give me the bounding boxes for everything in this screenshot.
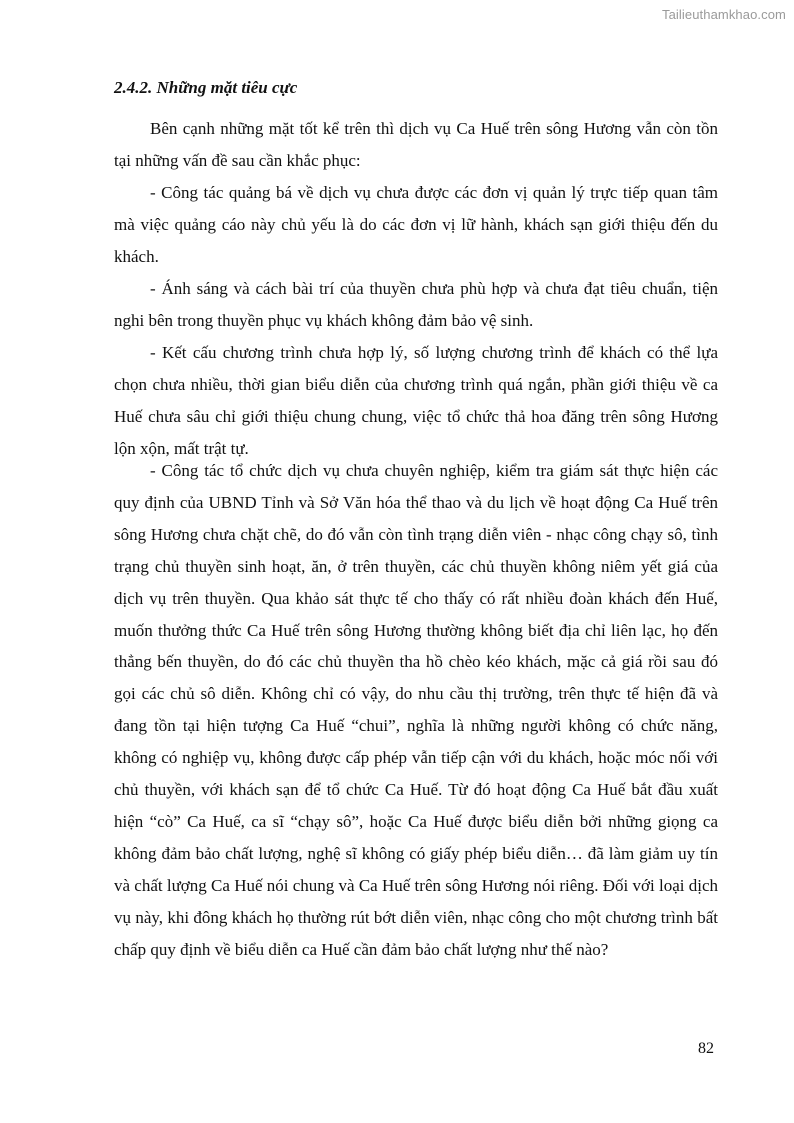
- watermark: Tailieuthamkhao.com: [661, 7, 786, 22]
- paragraph-program-structure: - Kết cấu chương trình chưa hợp lý, số lượng chương trình để khách có thể lựa chọn chưa nhiều, thời gian biểu diễn của chương trình quá ngắn, phần giới thiệu về ca Huế chưa sâu chỉ giới thiệu chung chung, việc tổ chức thả hoa đăng trên sông Hương lộn xộn, mất trật tự.: [114, 343, 718, 458]
- paragraph-lighting: - Ánh sáng và cách bài trí của thuyền chưa phù hợp và chưa đạt tiêu chuẩn, tiện nghi bên trong thuyền phục vụ khách không đảm bảo vệ sinh.: [114, 279, 718, 330]
- paragraph-organization: - Công tác tổ chức dịch vụ chưa chuyên nghiệp, kiểm tra giám sát thực hiện các quy định của UBND Tỉnh và Sở Văn hóa thể thao và du lịch về hoạt động Ca Huế trên sông Hương chưa chặt chẽ, do đó vẫn còn tình trạng diễn viên - nhạc công chạy sô, tình trạng chủ thuyền sinh hoạt, ăn, ở trên thuyền, các chủ thuyền không niêm yết giá của dịch vụ trên thuyền. Qua khảo sát thực tế cho thấy có rất nhiều đoàn khách đến Huế, muốn thưởng thức Ca Huế trên sông Hương thường không biết địa chỉ liên lạc, họ đến thẳng bến thuyền, do đó các chủ thuyền tha hồ chèo kéo khách, mặc cả giá rồi sau đó gọi các chủ sô diễn. Không chỉ có vậy, do nhu cầu thị trường, trên thực tế hiện đã và đang tồn tại hiện tượng Ca Huế “chui”, nghĩa là những người không có chức năng, không có nghiệp vụ, không được cấp phép vẫn tiếp cận với du khách, hoặc móc nối với chủ thuyền, với khách sạn để tổ chức Ca Huế. Từ đó hoạt động Ca Huế bắt đầu xuất hiện “cò” Ca Huế, ca sĩ “chạy sô”, hoặc Ca Huế được biểu diễn bởi những giọng ca không đảm bảo chất lượng, nghệ sĩ không có giấy phép biểu diễn… đã làm giảm uy tín và chất lượng Ca Huế nói chung và Ca Huế trên sông Hương nói riêng. Đối với loại dịch vụ này, khi đông khách họ thường rút bớt diễn viên, nhạc công cho một chương trình bất chấp quy định về biểu diễn ca Huế cần đảm bảo chất lượng như thế nào?: [114, 461, 718, 959]
- paragraph-intro: Bên cạnh những mặt tốt kể trên thì dịch vụ Ca Huế trên sông Hương vẫn còn tồn tại những vấn đề sau cần khắc phục:: [114, 119, 718, 170]
- section-heading: 2.4.2. Những mặt tiêu cực: [114, 78, 298, 97]
- paragraph-promotion: - Công tác quảng bá về dịch vụ chưa được các đơn vị quản lý trực tiếp quan tâm mà việc quảng cáo này chủ yếu là do các đơn vị lữ hành, khách sạn giới thiệu đến du khách.: [114, 183, 718, 266]
- page-number: 82: [698, 1040, 714, 1057]
